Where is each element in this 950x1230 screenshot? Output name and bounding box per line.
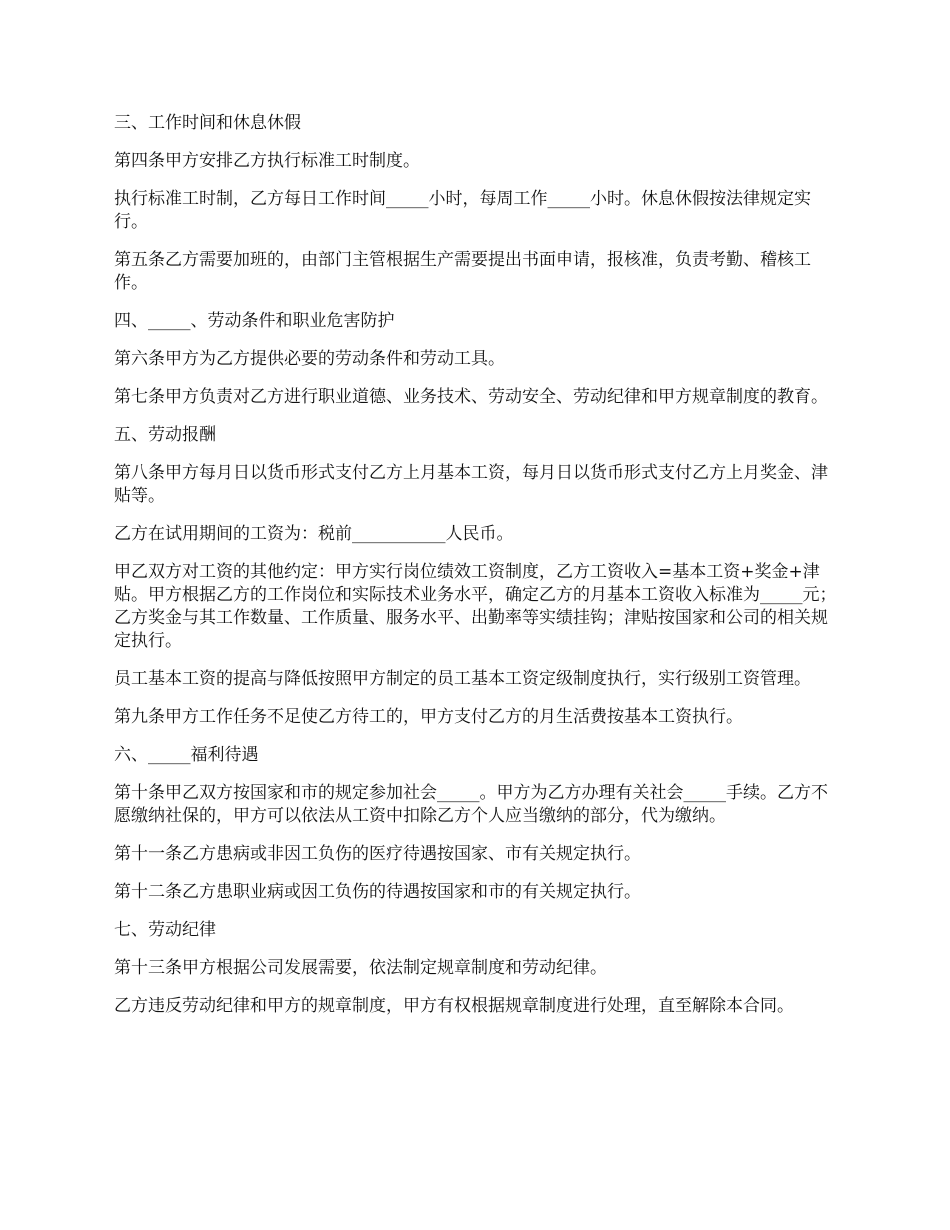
article-11: 第十一条乙方患病或非因工负伤的医疗待遇按国家、市有关规定执行。: [114, 844, 641, 864]
section-heading-work-hours: 三、工作时间和休息休假: [114, 113, 301, 133]
article-10: 第十条甲乙双方按国家和市的规定参加社会_____。甲方为乙方办理有关社会_____手续。乙方不愿缴纳社保的，甲方可以依法从工资中扣除乙方个人应当缴纳的部分，代为缴纳。: [114, 783, 828, 826]
article-9: 第九条甲方工作任务不足使乙方待工的，甲方支付乙方的月生活费按基本工资执行。: [114, 707, 743, 727]
section-heading-remuneration: 五、劳动报酬: [114, 425, 216, 445]
wage-agreement-paragraph: 甲乙双方对工资的其他约定：甲方实行岗位绩效工资制度，乙方工资收入=基本工资+奖金+津贴。甲方根据乙方的工作岗位和实际技术业务水平，确定乙方的月基本工资收入标准为_____元；乙方奖金与其工作数量、工作质量、服务水平、出勤率等实绩挂钩；津贴按国家和公司的相关规定执行。: [114, 562, 837, 651]
section-heading-discipline: 七、劳动纪律: [114, 920, 216, 940]
article-7: 第七条甲方负责对乙方进行职业道德、业务技术、劳动安全、劳动纪律和甲方规章制度的教育。: [114, 387, 828, 407]
article-8: 第八条甲方每月日以货币形式支付乙方上月基本工资，每月日以货币形式支付乙方上月奖金、津贴等。: [114, 463, 828, 506]
discipline-violation-paragraph: 乙方违反劳动纪律和甲方的规章制度，甲方有权根据规章制度进行处理，直至解除本合同。: [114, 996, 794, 1016]
section-heading-labor-conditions: 四、_____、劳动条件和职业危害防护: [114, 311, 395, 331]
article-12: 第十二条乙方患职业病或因工负伤的待遇按国家和市的有关规定执行。: [114, 882, 641, 902]
standard-hours-paragraph: 执行标准工时制，乙方每日工作时间_____小时，每周工作_____小时。休息休假按法律规定实行。: [114, 189, 811, 232]
article-6: 第六条甲方为乙方提供必要的劳动条件和劳动工具。: [114, 349, 505, 369]
wage-adjustment-paragraph: 员工基本工资的提高与降低按照甲方制定的员工基本工资定级制度执行，实行级别工资管理。: [114, 669, 811, 689]
section-heading-welfare: 六、_____福利待遇: [114, 745, 259, 765]
article-4: 第四条甲方安排乙方执行标准工时制度。: [114, 151, 420, 171]
article-13: 第十三条甲方根据公司发展需要，依法制定规章制度和劳动纪律。: [114, 958, 607, 978]
article-5: 第五条乙方需要加班的，由部门主管根据生产需要提出书面申请，报核准，负责考勤、稽核工作。: [114, 250, 811, 293]
document-page: [114, 112, 844, 1033]
probation-wage-paragraph: 乙方在试用期间的工资为：税前___________人民币。: [114, 524, 514, 544]
